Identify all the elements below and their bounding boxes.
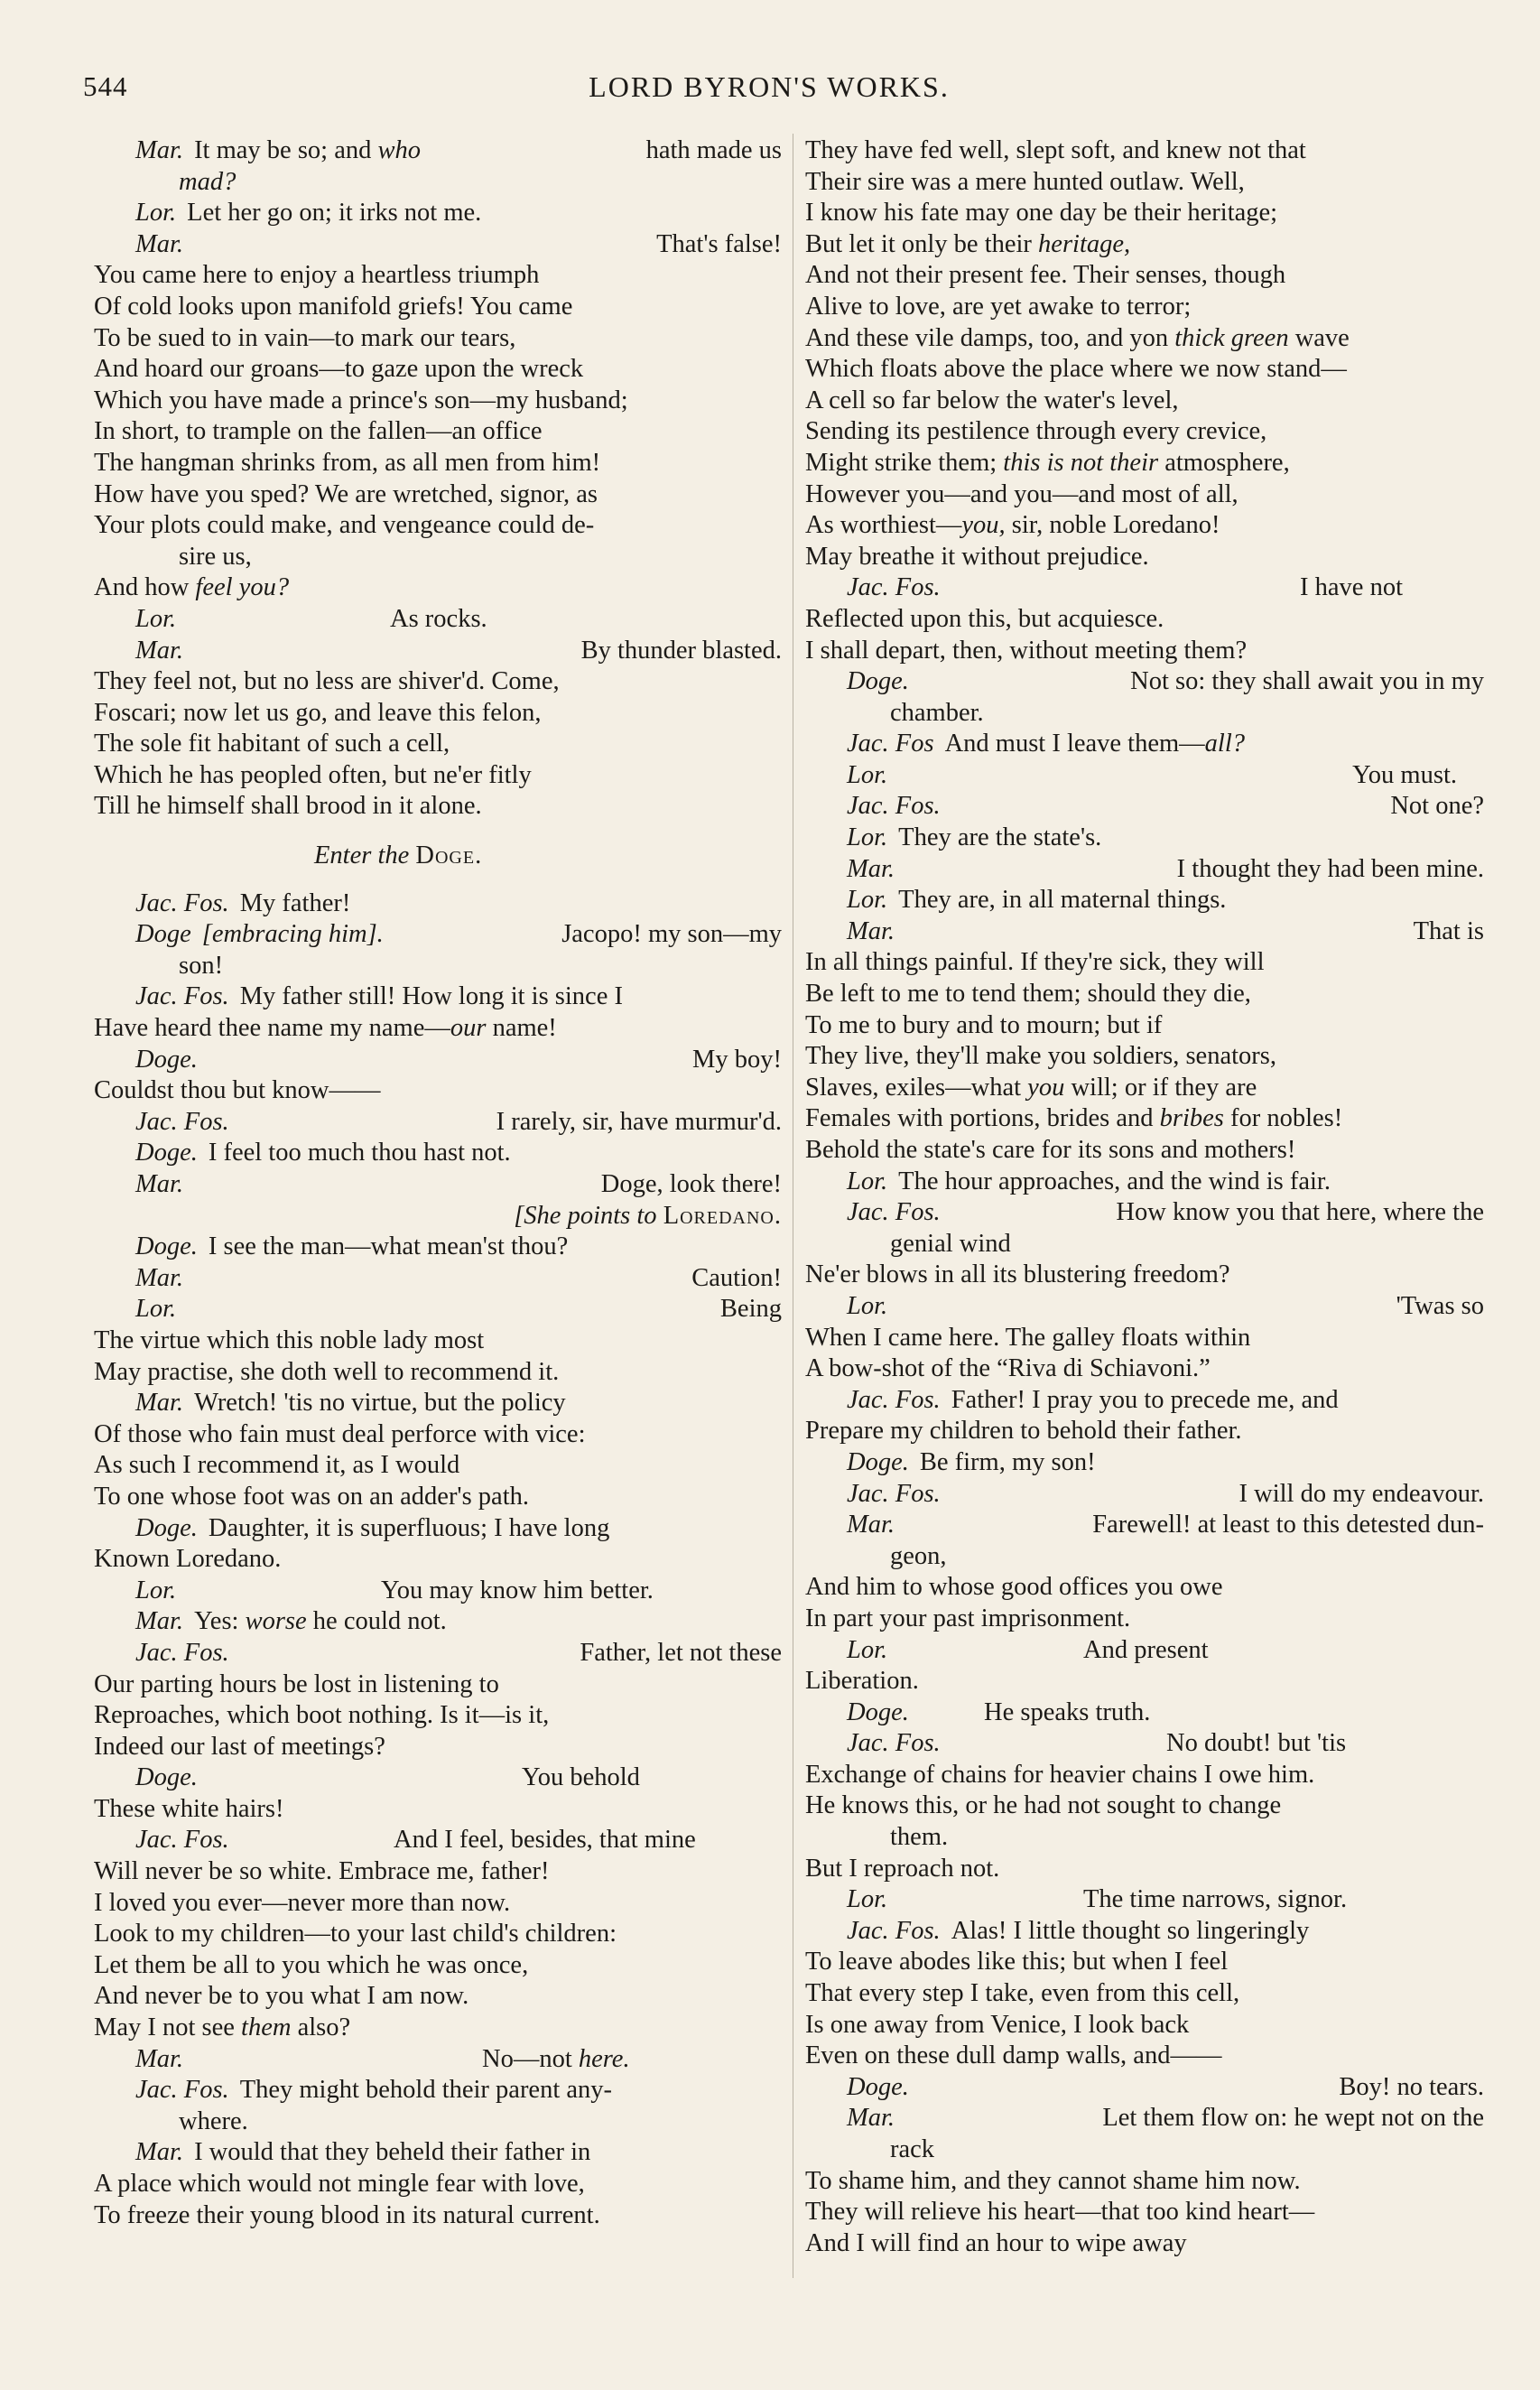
verse-line: They have fed well, slept soft, and knew not that xyxy=(805,136,1306,164)
text-span: Slaves, exiles—what xyxy=(805,1073,1028,1102)
text-span: Jac. Fos. xyxy=(135,2076,229,2105)
text-span: Loredano. xyxy=(663,1201,782,1230)
verse-line: And him to whose good offices you owe xyxy=(805,1573,1223,1602)
verse-line: Exchange of chains for heavier chains I owe him. xyxy=(805,1760,1315,1789)
verse-line: Which floats above the place where we now stand— xyxy=(805,355,1347,384)
text-span: And how xyxy=(94,573,196,602)
text-span: Mar. xyxy=(847,916,895,945)
verse-line: Your plots could make, and vengeance could de- xyxy=(94,511,595,540)
verse-line xyxy=(805,229,1484,261)
text-span: That's false! xyxy=(656,229,782,258)
verse-line: These white hairs! xyxy=(94,1794,284,1823)
verse-line xyxy=(94,981,782,1013)
text-span: feel you? xyxy=(195,573,290,602)
text-span: Jac. Fos. xyxy=(847,792,941,821)
text-span: thick green xyxy=(1174,323,1289,352)
text-span: Mar. xyxy=(135,229,184,258)
text-span: And present xyxy=(1083,1635,1209,1664)
verse-line xyxy=(805,448,1484,479)
text-span: hath made us xyxy=(645,136,782,164)
verse-line: Indeed our last of meetings? xyxy=(94,1732,385,1761)
verse-line xyxy=(805,854,1484,886)
verse-line: Foscari; now let us go, and leave this felon, xyxy=(94,698,542,727)
verse-line: Prepare my children to behold their father. xyxy=(805,1417,1242,1446)
text-span: No—not xyxy=(482,2044,579,2073)
text-span: Lor. xyxy=(135,604,177,633)
verse-line: The virtue which this noble lady most xyxy=(94,1325,485,1354)
text-span: who xyxy=(377,136,421,164)
verse-line xyxy=(805,1635,1484,1667)
text-span: Jac. Fos xyxy=(847,730,934,758)
verse-line: They live, they'll make you soldiers, senators, xyxy=(805,1042,1276,1071)
text-span: Doge. xyxy=(135,1513,198,1542)
verse-line xyxy=(94,1138,782,1169)
text-span: Not one? xyxy=(1390,792,1484,821)
text-span: Lor. xyxy=(135,1295,177,1324)
text-span: And I feel, besides, that mine xyxy=(394,1826,696,1855)
text-span: Mar. xyxy=(135,2138,184,2167)
text-span: That is xyxy=(1413,916,1484,945)
verse-line: geon, xyxy=(890,1541,947,1570)
text-span: No doubt! but 'tis xyxy=(1166,1729,1347,1758)
verse-line xyxy=(94,1606,782,1638)
verse-line: To me to bury and to mourn; but if xyxy=(805,1010,1163,1039)
text-span: Father, let not these xyxy=(580,1638,782,1667)
verse-line xyxy=(805,1291,1484,1323)
verse-line: But I reproach not. xyxy=(805,1854,1000,1883)
text-span: You must. xyxy=(1352,760,1457,789)
text-span: Jac. Fos. xyxy=(847,1479,941,1508)
verse-line: A bow-shot of the “Riva di Schiavoni.” xyxy=(805,1354,1211,1383)
text-span: Doge. xyxy=(847,2072,909,2101)
text-span: I will do my endeavour. xyxy=(1238,1479,1484,1508)
verse-line xyxy=(94,135,782,167)
verse-line: As such I recommend it, as I would xyxy=(94,1451,460,1480)
text-span: He speaks truth. xyxy=(984,1697,1151,1726)
text-span: [embracing him]. xyxy=(201,920,384,949)
verse-line xyxy=(805,1447,1484,1479)
text-span: Enter the xyxy=(314,842,410,870)
text-span: And these vile damps, too, and yon xyxy=(805,323,1175,352)
text-span: Mar. xyxy=(847,1511,895,1539)
verse-line: sire us, xyxy=(179,542,252,571)
text-span: Jac. Fos. xyxy=(135,1826,229,1855)
text-span: I have not xyxy=(1300,573,1403,602)
verse-line: Which you have made a prince's son—my husband; xyxy=(94,386,628,414)
text-span: Jac. Fos. xyxy=(135,982,229,1011)
verse-line xyxy=(805,1385,1484,1417)
verse-line: To shame him, and they cannot shame him now. xyxy=(805,2166,1301,2195)
text-span: Doge. xyxy=(135,1763,198,1792)
verse-line: Our parting hours be lost in listening to xyxy=(94,1669,499,1698)
verse-line: To be sued to in vain—to mark our tears, xyxy=(94,323,516,352)
text-span: Doge. xyxy=(847,667,909,696)
verse-line xyxy=(94,636,782,667)
verse-line: To leave abodes like this; but when I feel xyxy=(805,1948,1229,1976)
text-span: Mar. xyxy=(135,136,184,164)
verse-line xyxy=(805,760,1484,792)
verse-line xyxy=(805,1479,1484,1511)
verse-line xyxy=(805,2072,1484,2104)
verse-line xyxy=(94,1013,782,1045)
verse-line: I shall depart, then, without meeting them? xyxy=(805,636,1248,665)
verse-line xyxy=(94,229,782,261)
verse-line: Let them be all to you which he was once, xyxy=(94,1950,529,1979)
verse-line xyxy=(805,729,1484,760)
text-span: I would that they beheld their father in xyxy=(194,2138,591,2167)
text-span: Father! I pray you to precede me, and xyxy=(951,1385,1339,1414)
verse-line: You came here to enjoy a heartless triumph xyxy=(94,261,540,290)
right-column xyxy=(805,135,1484,2259)
text-span: 'Twas so xyxy=(1396,1291,1484,1320)
text-span: Jac. Fos. xyxy=(847,1385,941,1414)
text-span: As worthiest— xyxy=(805,511,962,540)
text-span: By thunder blasted. xyxy=(580,636,782,665)
text-span: Mar. xyxy=(847,2104,895,2133)
text-span: And must I leave them— xyxy=(944,730,1205,758)
verse-line: To freeze their young blood in its natural current. xyxy=(94,2200,600,2229)
verse-line xyxy=(94,198,782,229)
text-span: You may know him better. xyxy=(381,1576,654,1604)
text-span: Mar. xyxy=(135,1263,184,1292)
text-span: Caution! xyxy=(691,1263,782,1292)
verse-line: However you—and you—and most of all, xyxy=(805,479,1238,508)
text-span: They are the state's. xyxy=(898,823,1102,852)
verse-line xyxy=(805,916,1484,948)
verse-line xyxy=(94,604,782,636)
text-span: Boy! no tears. xyxy=(1339,2072,1484,2101)
text-span: Lor. xyxy=(847,886,888,915)
verse-line: Which he has peopled often, but ne'er fitly xyxy=(94,760,532,789)
verse-line: When I came here. The galley floats within xyxy=(805,1323,1251,1352)
text-span: Lor. xyxy=(847,1635,888,1664)
page-header xyxy=(83,70,1455,116)
verse-line xyxy=(94,919,782,951)
text-span: will; or if they are xyxy=(1064,1073,1257,1102)
stage-direction xyxy=(94,1201,782,1232)
text-span: Lor. xyxy=(847,760,888,789)
text-span: My father still! How long it is since I xyxy=(239,982,623,1011)
verse-line xyxy=(805,1103,1484,1135)
text-span: sir, noble Loredano! xyxy=(1005,511,1220,540)
text-span: Lor. xyxy=(847,823,888,852)
text-span: Doge. xyxy=(135,1045,198,1074)
verse-line: chamber. xyxy=(890,698,984,727)
text-span: The hour approaches, and the wind is fair. xyxy=(898,1167,1331,1195)
verse-line xyxy=(94,2075,782,2106)
verse-line xyxy=(94,2044,782,2076)
text-span: Not so: they shall await you in my xyxy=(1130,667,1484,696)
text-span: Doge. xyxy=(415,842,483,870)
text-span: Lor. xyxy=(135,1576,177,1604)
text-span: I see the man—what mean'st thou? xyxy=(208,1232,569,1261)
text-span: Females with portions, brides and xyxy=(805,1104,1160,1133)
left-column xyxy=(94,135,782,2231)
text-span: Jac. Fos. xyxy=(135,1638,229,1667)
text-span: Doge. xyxy=(135,1232,198,1261)
verse-line: And not their present fee. Their senses, though xyxy=(805,261,1286,290)
text-span: worse xyxy=(245,1607,307,1636)
verse-line: That every step I take, even from this cell, xyxy=(805,1979,1240,2008)
text-span: this is not their xyxy=(1003,448,1159,477)
text-span: Doge, look there! xyxy=(600,1170,782,1198)
verse-line: I loved you ever—never more than now. xyxy=(94,1888,511,1917)
text-span: But let it only be their xyxy=(805,229,1039,258)
text-span: Jac. Fos. xyxy=(847,573,941,602)
text-span: Lor. xyxy=(847,1885,888,1914)
text-span: Let her go on; it irks not me. xyxy=(187,199,482,228)
text-span: heritage, xyxy=(1038,229,1131,258)
running-head: LORD BYRON'S WORKS. xyxy=(589,70,950,103)
verse-line: where. xyxy=(179,2106,248,2135)
verse-line: Couldst thou but know—— xyxy=(94,1076,381,1105)
text-span: Mar. xyxy=(135,1389,184,1418)
verse-line xyxy=(94,1762,782,1794)
verse-line: How have you sped? We are wretched, signor, as xyxy=(94,479,598,508)
verse-line: In all things painful. If they're sick, they will xyxy=(805,948,1265,977)
verse-line: Will never be so white. Embrace me, father! xyxy=(94,1857,550,1886)
verse-line: Be left to me to tend them; should they die, xyxy=(805,980,1251,1009)
text-span: you xyxy=(1027,1073,1065,1102)
text-span: It may be so; and xyxy=(194,136,378,164)
verse-line: Of cold looks upon manifold griefs! You came xyxy=(94,292,573,321)
text-span: Jacopo! my son—my xyxy=(561,920,782,949)
verse-line xyxy=(805,1510,1484,1541)
text-span: I feel too much thou hast not. xyxy=(208,1139,511,1167)
verse-line xyxy=(94,2137,782,2169)
text-span: also? xyxy=(291,2013,351,2042)
verse-line xyxy=(805,1167,1484,1198)
verse-line xyxy=(805,1728,1484,1760)
text-span: Might strike them; xyxy=(805,448,1004,477)
text-span: Lor. xyxy=(847,1291,888,1320)
verse-line: And I will find an hour to wipe away xyxy=(805,2228,1187,2257)
text-span: Farewell! at least to this detested dun- xyxy=(1092,1511,1484,1539)
verse-line: Their sire was a mere hunted outlaw. Well, xyxy=(805,167,1245,196)
text-span: May I not see xyxy=(94,2013,242,2042)
verse-line: I know his fate may one day be their heritage; xyxy=(805,199,1278,228)
verse-line: genial wind xyxy=(890,1229,1011,1258)
text-span: They might behold their parent any- xyxy=(239,2076,613,2105)
verse-line: Liberation. xyxy=(805,1667,919,1696)
verse-line: They feel not, but no less are shiver'd. Come, xyxy=(94,667,560,696)
text-span: Yes: xyxy=(194,1607,246,1636)
verse-line xyxy=(94,572,782,604)
verse-line: son! xyxy=(179,951,224,980)
verse-line xyxy=(805,510,1484,542)
verse-line: Reproaches, which boot nothing. Is it—is it, xyxy=(94,1701,550,1730)
text-span: Mar. xyxy=(135,1607,184,1636)
text-span: As rocks. xyxy=(390,604,487,633)
text-span: Jac. Fos. xyxy=(847,1198,941,1227)
verse-line: A cell so far below the water's level, xyxy=(805,386,1179,414)
verse-line: In short, to trample on the fallen—an office xyxy=(94,417,543,446)
text-span: Jac. Fos. xyxy=(847,1916,941,1945)
text-span: They are, in all maternal things. xyxy=(898,886,1227,915)
text-span: I rarely, sir, have murmur'd. xyxy=(496,1107,782,1136)
verse-line: And hoard our groans—to gaze upon the wreck xyxy=(94,355,584,384)
text-span: wave xyxy=(1288,323,1350,352)
verse-line: Ne'er blows in all its blustering freedom? xyxy=(805,1260,1230,1289)
text-span: our xyxy=(450,1014,487,1043)
verse-line: rack xyxy=(890,2135,935,2163)
verse-line: May practise, she doth well to recommend it. xyxy=(94,1357,560,1386)
text-span: them xyxy=(241,2013,292,2042)
text-span: Mar. xyxy=(847,854,895,883)
verse-line xyxy=(94,1825,782,1856)
verse-line: Even on these dull damp walls, and—— xyxy=(805,2041,1222,2070)
verse-line: them. xyxy=(890,1823,949,1852)
text-span: Let them flow on: he wept not on the xyxy=(1102,2104,1484,2133)
verse-line: They will relieve his heart—that too kind heart— xyxy=(805,2198,1315,2227)
verse-line xyxy=(94,1513,782,1545)
text-span: Alas! I little thought so lingeringly xyxy=(951,1916,1310,1945)
stage-direction xyxy=(94,841,782,872)
verse-line xyxy=(94,1232,782,1263)
verse-line: Behold the state's care for its sons and mothers! xyxy=(805,1136,1296,1164)
text-span: Jac. Fos. xyxy=(847,1729,941,1758)
verse-line xyxy=(805,1197,1484,1229)
text-span: name! xyxy=(486,1014,557,1043)
text-span: Doge. xyxy=(847,1447,909,1476)
verse-line: In part your past imprisonment. xyxy=(805,1604,1131,1632)
verse-line xyxy=(805,1884,1484,1916)
text-span: Being xyxy=(719,1295,782,1324)
text-span: How know you that here, where the xyxy=(1116,1198,1484,1227)
verse-line: The hangman shrinks from, as all men from him! xyxy=(94,448,601,477)
verse-line xyxy=(94,1388,782,1419)
verse-line: The sole fit habitant of such a cell, xyxy=(94,730,450,758)
text-span: I thought they had been mine. xyxy=(1176,854,1484,883)
text-span: [She points to xyxy=(514,1201,657,1230)
verse-line: Till he himself shall brood in it alone. xyxy=(94,792,482,821)
text-span: Doge. xyxy=(847,1697,909,1726)
verse-line: Alive to love, are yet awake to terror; xyxy=(805,292,1192,321)
verse-line: Look to my children—to your last child's children: xyxy=(94,1920,617,1948)
page-number: 544 xyxy=(83,70,128,102)
text-span: Jac. Fos. xyxy=(135,1107,229,1136)
text-span: Have heard thee name my name— xyxy=(94,1014,450,1043)
text-span: Mar. xyxy=(135,1170,184,1198)
verse-line xyxy=(94,1045,782,1076)
verse-line xyxy=(805,823,1484,854)
verse-line xyxy=(805,1073,1484,1104)
verse-line xyxy=(805,791,1484,823)
text-span: The time narrows, signor. xyxy=(1083,1885,1348,1914)
text-span: he could not. xyxy=(306,1607,447,1636)
verse-line: Known Loredano. xyxy=(94,1545,282,1574)
text-span: My father! xyxy=(239,888,351,917)
verse-line xyxy=(94,1638,782,1669)
text-span: You behold xyxy=(522,1763,640,1792)
verse-line xyxy=(805,2103,1484,2134)
text-span: My boy! xyxy=(692,1045,782,1074)
text-span: Daughter, it is superfluous; I have long xyxy=(208,1513,610,1542)
text-span: Doge xyxy=(135,920,191,949)
verse-line xyxy=(94,888,782,920)
text-span: Doge. xyxy=(135,1139,198,1167)
verse-line xyxy=(805,666,1484,698)
verse-line xyxy=(94,2013,782,2044)
verse-line: He knows this, or he had not sought to change xyxy=(805,1791,1282,1820)
text-span: Be firm, my son! xyxy=(919,1447,1096,1476)
text-span: Jac. Fos. xyxy=(135,888,229,917)
verse-line: Sending its pestilence through every crevice, xyxy=(805,417,1267,446)
verse-line: A place which would not mingle fear with love, xyxy=(94,2170,585,2198)
verse-line: Is one away from Venice, I look back xyxy=(805,2010,1190,2039)
text-span: here. xyxy=(578,2044,630,2073)
verse-line xyxy=(805,1916,1484,1948)
verse-line: May breathe it without prejudice. xyxy=(805,542,1149,571)
verse-line xyxy=(805,885,1484,916)
verse-line: To one whose foot was on an adder's path. xyxy=(94,1482,529,1511)
text-span: Lor. xyxy=(135,199,177,228)
verse-line: Reflected upon this, but acquiesce. xyxy=(805,604,1164,633)
verse-line xyxy=(94,1263,782,1295)
verse-line xyxy=(94,1576,782,1607)
verse-line: mad? xyxy=(179,167,237,196)
text-span: for nobles! xyxy=(1223,1104,1343,1133)
text-span: all? xyxy=(1204,730,1246,758)
text-span: Wretch! 'tis no virtue, but the policy xyxy=(194,1389,566,1418)
verse-line xyxy=(805,1697,1484,1729)
verse-line: And never be to you what I am now. xyxy=(94,1982,469,2011)
text-span: you, xyxy=(961,511,1006,540)
text-span: Mar. xyxy=(135,636,184,665)
text-span: Lor. xyxy=(847,1167,888,1195)
verse-line xyxy=(805,323,1484,355)
text-span: atmosphere, xyxy=(1158,448,1290,477)
text-span: bribes xyxy=(1159,1104,1224,1133)
verse-line: Of those who fain must deal perforce with vice: xyxy=(94,1419,586,1448)
verse-line xyxy=(94,1169,782,1201)
verse-line xyxy=(805,572,1484,604)
verse-line xyxy=(94,1107,782,1139)
verse-line xyxy=(94,1294,782,1325)
text-span: Mar. xyxy=(135,2044,184,2073)
